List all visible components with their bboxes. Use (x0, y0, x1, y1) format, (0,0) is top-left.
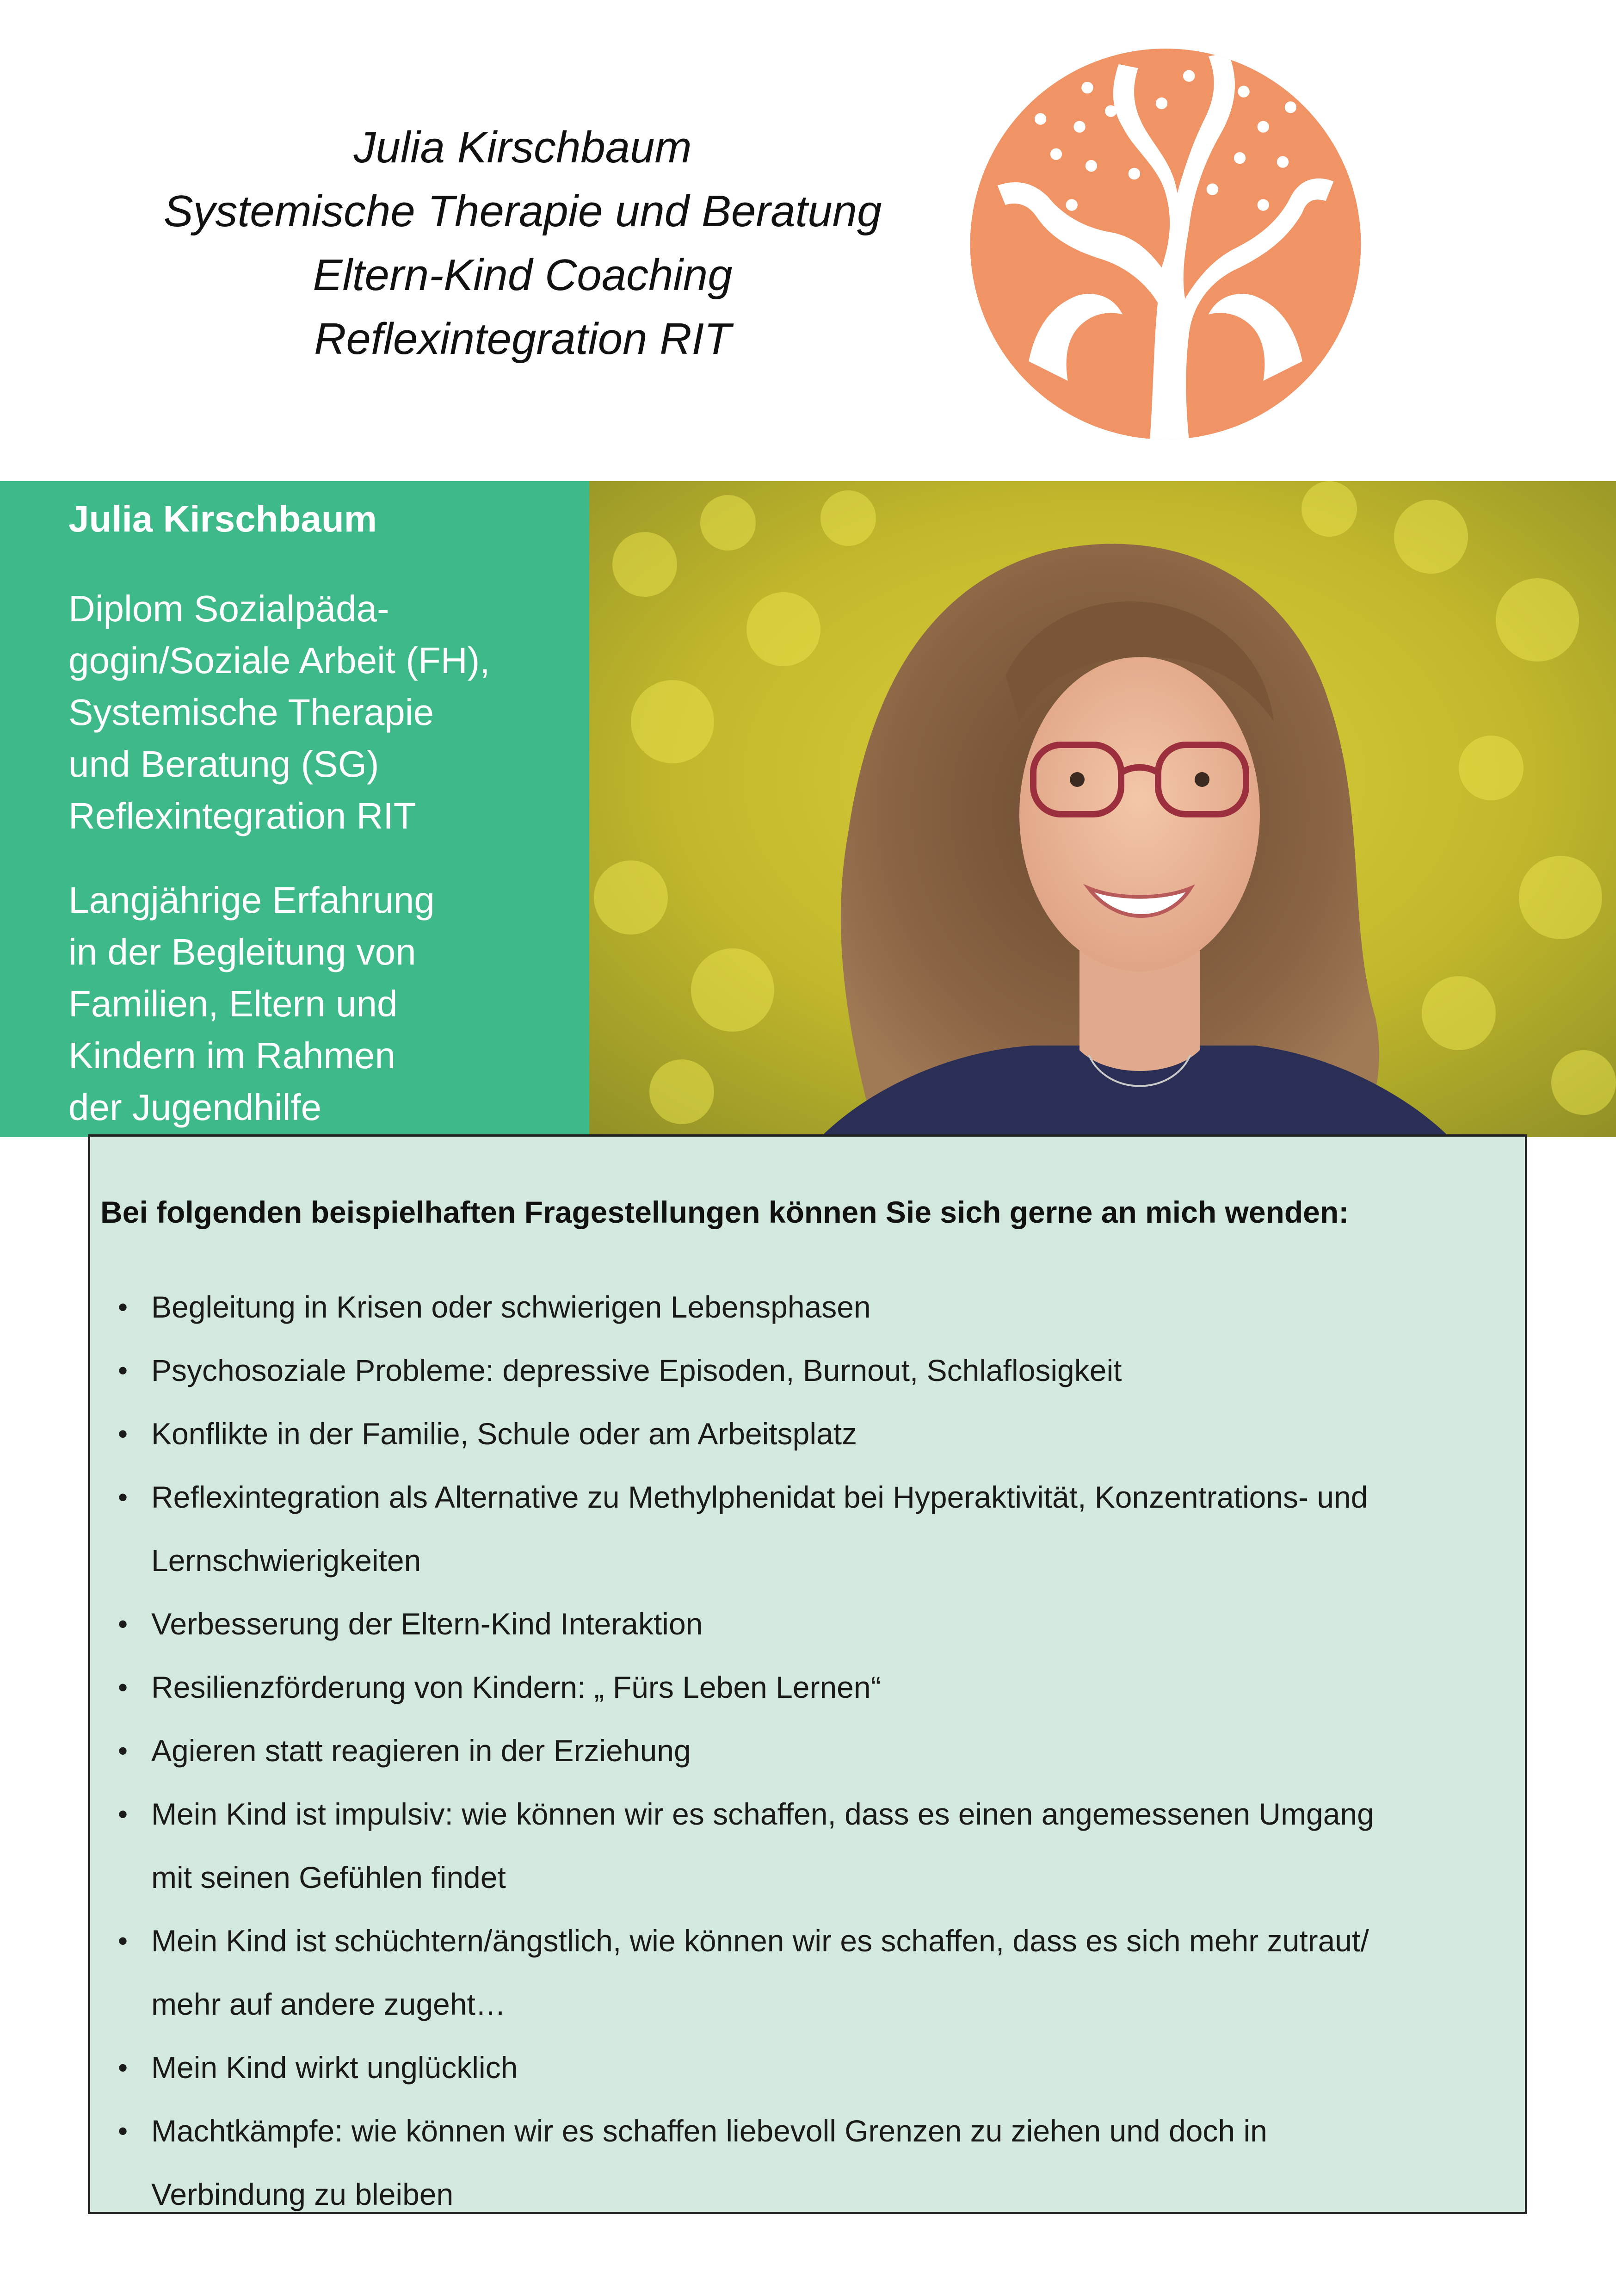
bullet: • (118, 1609, 128, 1640)
list-item-text: Begleitung in Krisen oder schwierigen Lebensphasen (151, 1290, 871, 1324)
qualification-line: Diplom Sozialpäda- (68, 588, 389, 629)
questions-list (90, 1275, 1525, 2226)
list-item (90, 1402, 1525, 1466)
list-item-text: Psychosoziale Probleme: depressive Episoden, Burnout, Schlaflosigkeit (151, 1353, 1122, 1387)
qualification-line: Reflexintegration RIT (68, 795, 416, 836)
list-item-text-cont: mit seinen Gefühlen findet (151, 1860, 506, 1894)
header-line-reflex: Reflexintegration RIT (314, 314, 731, 364)
header-line-coaching: Eltern-Kind Coaching (313, 250, 733, 300)
bullet: • (118, 1672, 128, 1703)
list-item-text-cont: Lernschwierigkeiten (151, 1543, 421, 1578)
list-item (90, 1275, 1525, 1339)
portrait-photo (589, 481, 1616, 1137)
bullet: • (118, 1482, 128, 1513)
experience-line: Familien, Eltern und (68, 983, 398, 1024)
header-title (106, 116, 939, 371)
experience-line: in der Begleitung von (68, 931, 416, 972)
list-item (90, 1592, 1525, 1656)
list-item-text: Mein Kind wirkt unglücklich (151, 2050, 518, 2085)
list-item-text: Resilienzförderung von Kindern: „ Fürs Leben Lernen“ (151, 1670, 881, 1704)
qualification-line: gogin/Soziale Arbeit (FH), (68, 640, 490, 681)
list-item-text: Machtkämpfe: wie können wir es schaffen liebevoll Grenzen zu ziehen und doch in (151, 2114, 1267, 2148)
bio-panel (0, 481, 589, 1137)
qualification-line: und Beratung (SG) (68, 743, 379, 785)
panel-name: Julia Kirschbaum (68, 498, 377, 539)
header-line-name: Julia Kirschbaum (353, 123, 692, 172)
bullet: • (118, 2052, 128, 2083)
experience (68, 874, 435, 1133)
experience-line: Kindern im Rahmen (68, 1035, 395, 1076)
list-item (90, 1909, 1525, 2036)
bullet: • (118, 1355, 128, 1386)
list-item-text: Mein Kind ist impulsiv: wie können wir es schaffen, dass es einen angemessenen Umgang (151, 1797, 1374, 1831)
qualification-line: Systemische Therapie (68, 692, 434, 733)
list-item-text: Verbesserung der Eltern-Kind Interaktion (151, 1607, 703, 1641)
list-item (90, 1656, 1525, 1719)
bullet: • (118, 1925, 128, 1956)
bullet: • (118, 2116, 128, 2147)
list-item-text: Agieren statt reagieren in der Erziehung (151, 1733, 691, 1768)
list-item (90, 1339, 1525, 1402)
bullet: • (118, 1799, 128, 1830)
bullet: • (118, 1418, 128, 1449)
bullet: • (118, 1292, 128, 1323)
experience-line: der Jugendhilfe (68, 1087, 322, 1128)
list-item-text: Konflikte in der Familie, Schule oder am Arbeitsplatz (151, 1417, 857, 1451)
header-line-therapy: Systemische Therapie und Beratung (163, 186, 882, 236)
list-item (90, 1719, 1525, 1782)
list-item (90, 1466, 1525, 1592)
list-item (90, 2036, 1525, 2099)
experience-line: Langjährige Erfahrung (68, 879, 435, 921)
bullet: • (118, 1735, 128, 1766)
list-item-text: Reflexintegration als Alternative zu Methylphenidat bei Hyperaktivität, Konzentrations- und (151, 1480, 1368, 1514)
list-item (90, 2099, 1525, 2226)
list-item (90, 1782, 1525, 1909)
tree-hands-logo-icon (969, 49, 1362, 439)
portrait-illustration (589, 481, 1616, 1137)
list-item-text-cont: Verbindung zu bleiben (151, 2177, 454, 2211)
list-item-text: Mein Kind ist schüchtern/ängstlich, wie können wir es schaffen, dass es sich mehr zutraut/ (151, 1924, 1369, 1958)
questions-box (88, 1134, 1527, 2214)
questions-heading: Bei folgenden beispielhaften Fragestellungen können Sie sich gerne an mich wenden: (100, 1195, 1349, 1229)
qualifications (68, 583, 490, 842)
list-item-text-cont: mehr auf andere zugeht… (151, 1987, 506, 2021)
